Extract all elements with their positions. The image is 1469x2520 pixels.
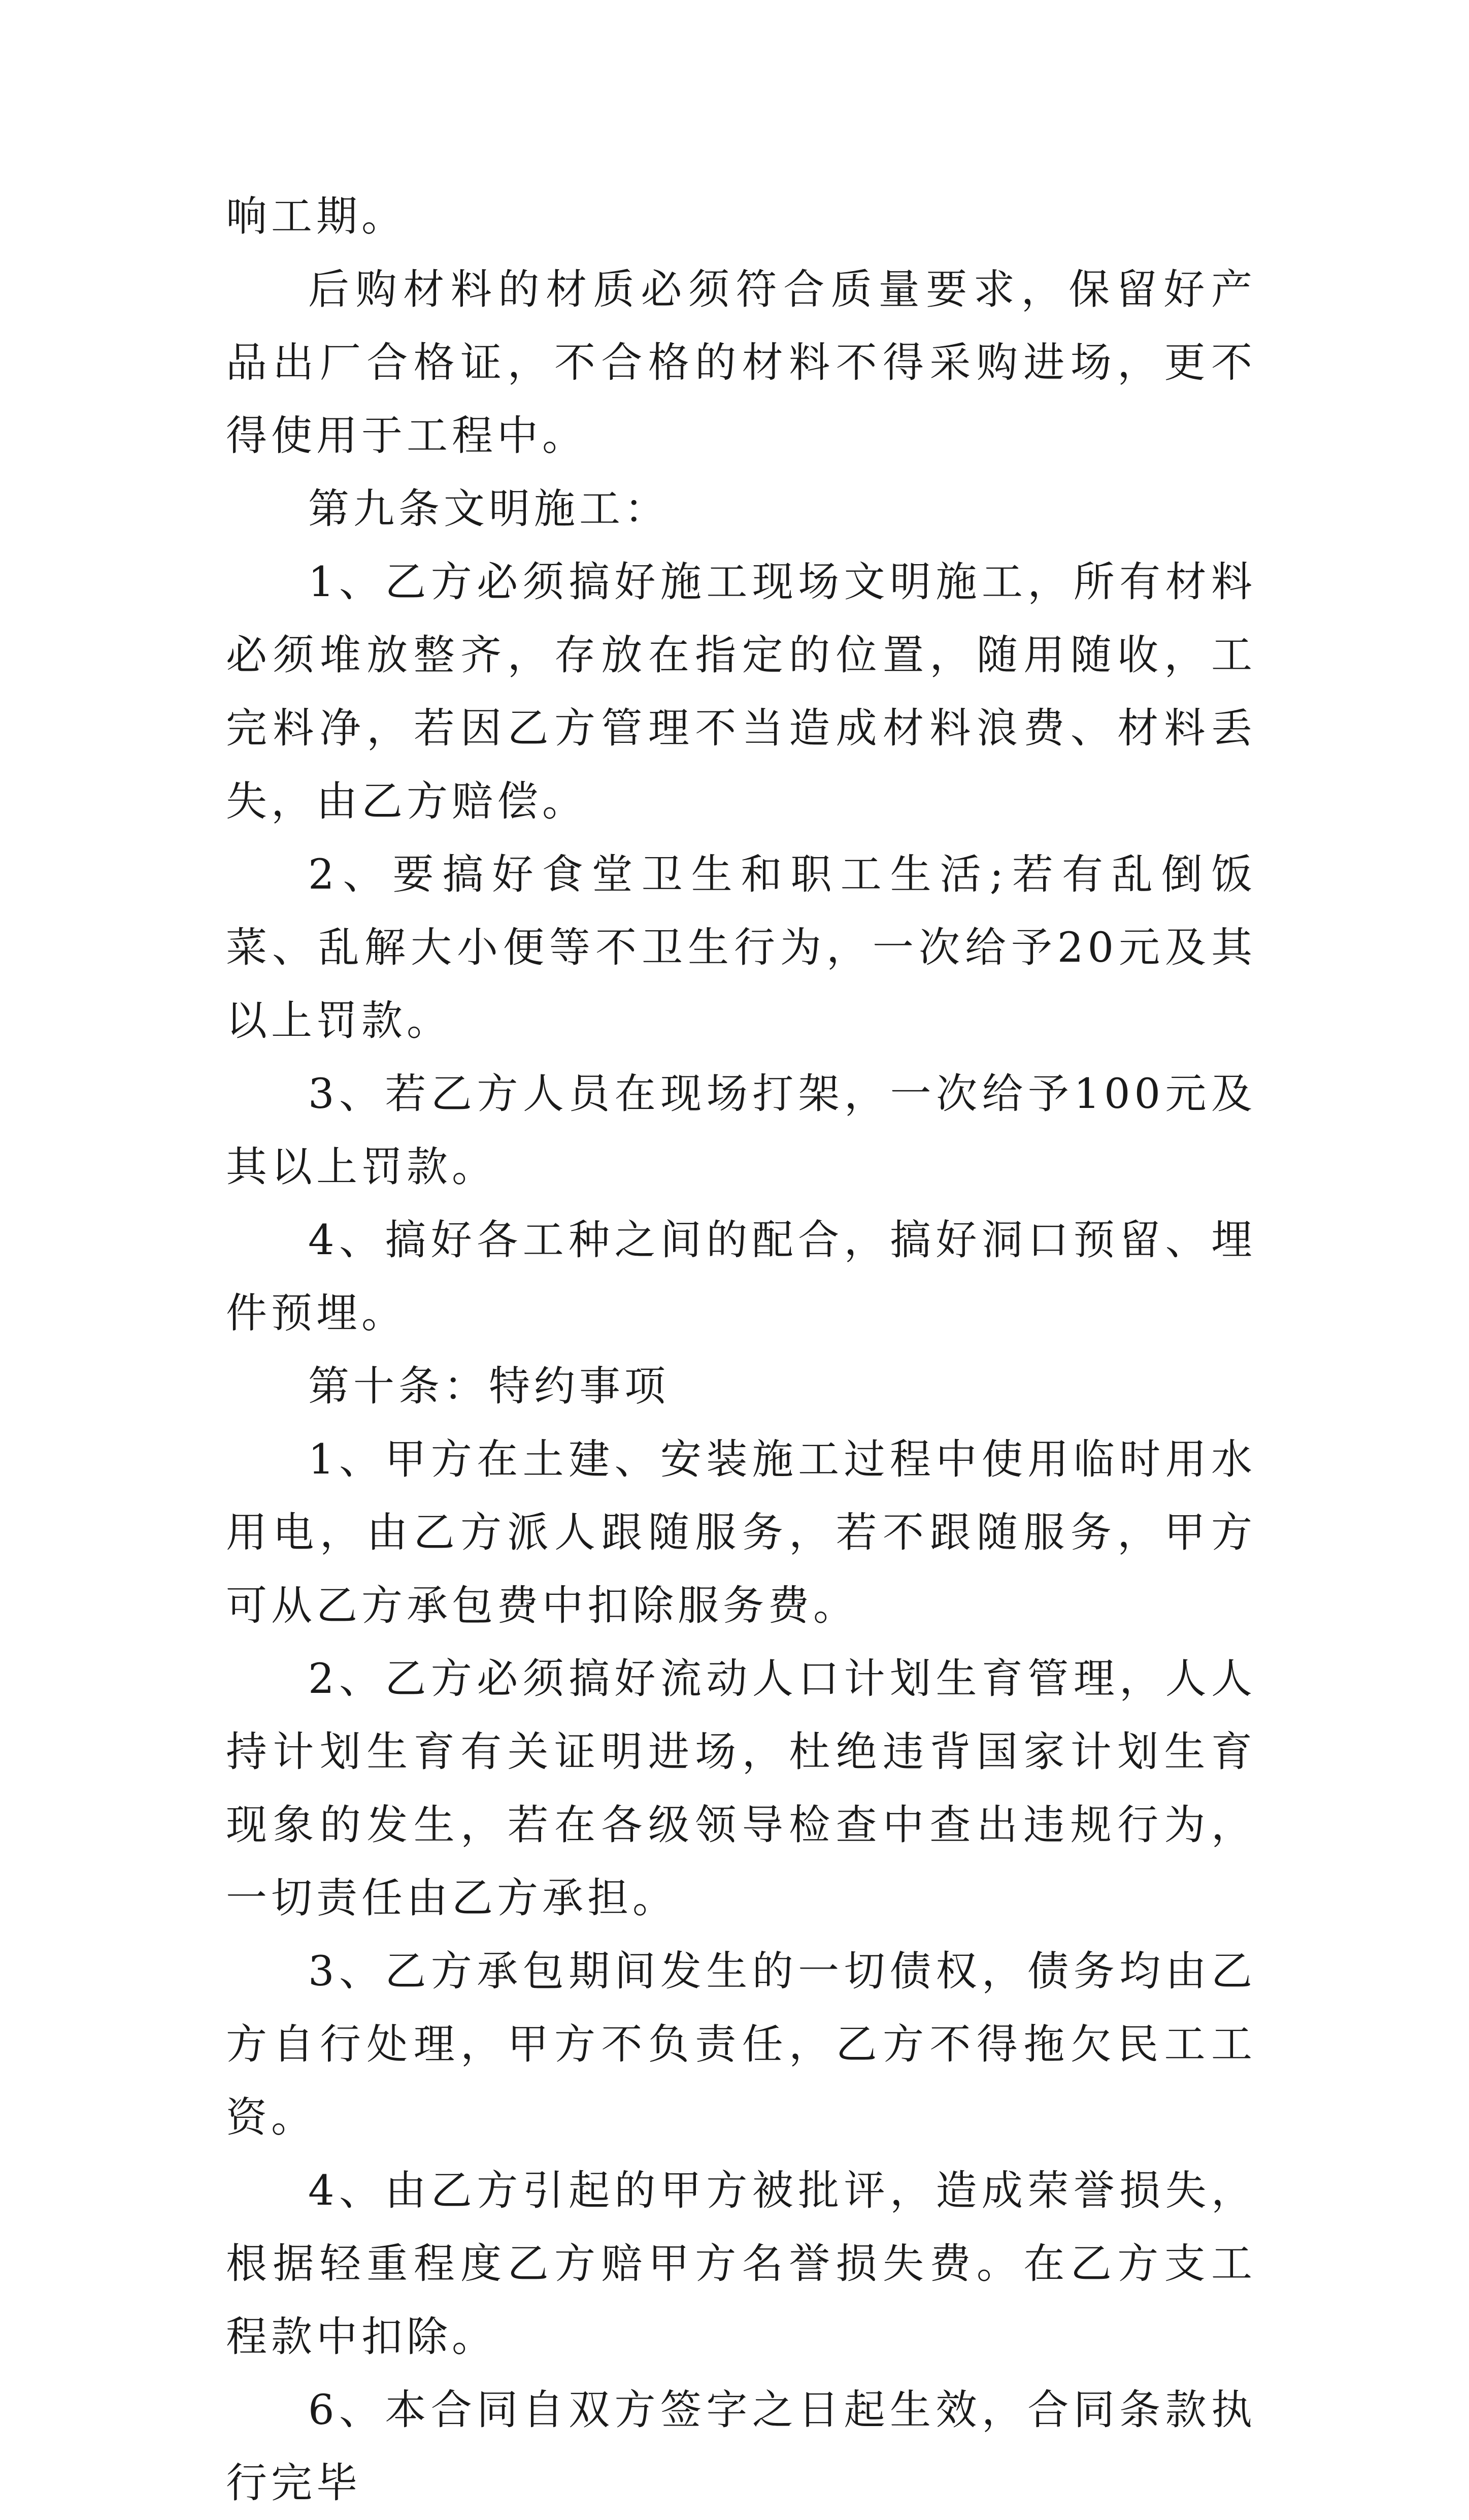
paragraph-article-9-item-3: 3、若乙方人员在现场打架，一次给予100元及其以上罚款。 — [226, 1070, 1256, 1191]
contract-text-body — [226, 180, 1256, 2520]
paragraph-article-10-item-1: 1、甲方在土建、安装施工过程中使用临时用水用电，由乙方派人跟随服务，若不跟随服务，甲方可从乙方承包费中扣除服务费。 — [226, 1436, 1256, 1630]
paragraph-article-10-item-3: 3、乙方承包期间发生的一切债权，债务均由乙方自行处理，甲方不负责任，乙方不得拖欠民工工资。 — [226, 1948, 1256, 2142]
heading-article-10: 第十条：特约事项 — [308, 1363, 670, 1411]
paragraph-article-10-item-2: 2、乙方必须搞好流动人口计划生育管理，人人持计划生育有关证明进场，杜绝违背国家计划生育现象的发生，若在各级领导检查中查出违规行为，一切责任由乙方承担。 — [226, 1655, 1256, 1922]
heading-article-9: 第九条文明施工： — [308, 485, 670, 533]
paragraph-article-9-item-2: 2、要搞好食堂卫生和职工生活;若有乱倒饭菜、乱解大小便等不卫生行为，一次给予20元及其以上罚款。 — [226, 851, 1256, 1045]
paragraph-continuation: 响工期。 — [226, 193, 407, 241]
paragraph-article-9-item-4: 4、搞好各工种之间的配合，搞好洞口预留、埋件预埋。 — [226, 1217, 1256, 1337]
paragraph-article-10-item-6: 6、本合同自双方签字之日起生效，合同条款执行完毕 — [226, 2386, 1256, 2507]
paragraph-materials-quality: 后购材料的材质必须符合质量要求，保留好产品出厂合格证，不合格的材料不得采购进场，更不得使用于工程中。 — [226, 266, 1256, 460]
paragraph-article-10-item-4: 4、由乙方引起的甲方被批评，造成荣誉损失，根据轻重程度乙方赔甲方名誉损失费。在乙方支工程款中扣除。 — [226, 2167, 1256, 2361]
paragraph-article-9-item-1: 1、乙方必须搞好施工现场文明施工，所有材料必须堆放整齐，存放在指定的位置，随用随收，工完料净，若因乙方管理不当造成材料浪费、材料丢失，由乙方赔偿。 — [226, 559, 1256, 826]
